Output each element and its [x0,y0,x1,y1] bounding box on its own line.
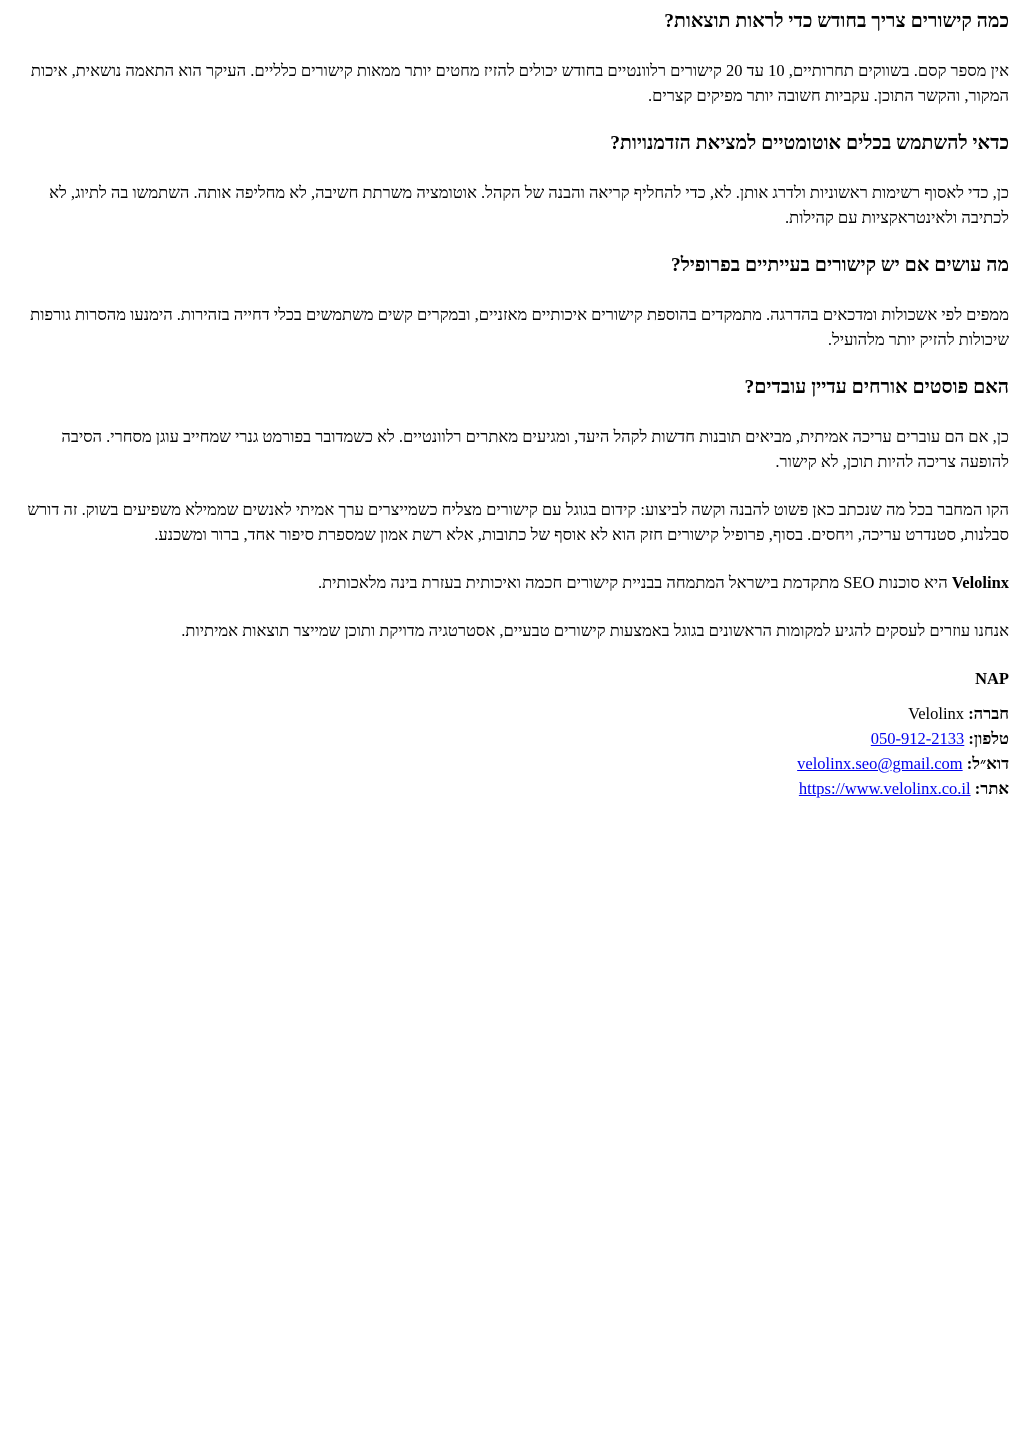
nap-block [15,701,1009,801]
faq-section [15,9,1009,474]
phone-link[interactable]: 050-912-2133 [870,729,965,748]
website-line [15,776,1009,801]
faq-question-2: כדאי להשתמש בכלים אוטומטיים למציאת הזדמנויות? [610,133,1009,154]
phone-label: טלפון: [968,729,1009,748]
website-link[interactable]: https://www.velolinx.co.il [798,779,971,798]
faq-answer-2: כן, כדי לאסוף רשימות ראשוניות ולדרג אותן. לא, כדי להחליף קריאה והבנה של הקהל. אוטומציה משרתת חשיבה, לא מחליפה אותה. השתמשו בה לתיוג, לא לכתיבה ולאינטראקציות עם קהילות. [49,183,1009,227]
faq-question-3: מה עושים אם יש קישורים בעייתיים בפרופיל? [670,255,1009,276]
company-line [15,701,1009,726]
website-label: אתר: [974,779,1009,798]
faq-answer-1: אין מספר קסם. בשווקים תחרותיים, 10 עד 20 קישורים רלוונטיים בחודש יכולים להזיז מחטים יותר ממאות קישורים כלליים. העיקר הוא התאמה נושאית, איכות המקור, והקשר התוכן. עקביות חשובה יותר מפיקים קצרים. [30,61,1009,105]
faq-answer-4: כן, אם הם עוברים עריכה אמיתית, מביאים תובנות חדשות לקהל היעד, ומגיעים מאתרים רלוונטיים. לא כשמדובר בפורמט גנרי שמחייב עוגן מסחרי. הסיבה להופעה צריכה להיות תוכן, לא קישור. [61,427,1009,471]
faq-question-4: האם פוסטים אורחים עדיין עובדים? [744,377,1009,398]
phone-line [15,726,1009,751]
email-line [15,751,1009,776]
faq-question-1: כמה קישורים צריך בחודש כדי לראות תוצאות? [664,11,1009,32]
company-label: חברה: [968,704,1009,723]
nap-heading: NAP [975,669,1009,688]
email-link[interactable]: velolinx.seo@gmail.com [797,754,963,773]
mission-paragraph: אנחנו עוזרים לעסקים להגיע למקומות הראשונים בגוגל באמצעות קישורים טבעיים, אסטרטגיה מדויקת ותוכן שמייצר תוצאות אמיתיות. [181,621,1009,640]
about-text: היא סוכנות SEO מתקדמת בישראל המתמחה בבניית קישורים חכמה ואיכותית בעזרת בינה מלאכותית. [317,573,952,592]
company-value: Velolinx [908,704,965,723]
faq-answer-3: ממפים לפי אשכולות ומדכאים בהדרגה. מתמקדים בהוספת קישורים איכותיים מאזניים, ובמקרים קשים משתמשים בכלי דחייה בזהירות. הימנעו מהסרות גורפות שיכולות להזיק יותר מלהועיל. [30,305,1009,349]
closing-paragraph: הקו המחבר בכל מה שנכתב כאן פשוט להבנה וקשה לביצוע: קידום בגוגל עם קישורים מצליח כשמייצרים ערך אמיתי לאנשים שממילא משפיעים בשוק. זה דורש סבלנות, סטנדרט עריכה, ויחסים. בסוף, פרופיל קישורים חזק הוא לא אוסף של כתובות, אלא רשת אמון שמספרת סיפור אחד, ברור ומשכנע. [27,500,1009,544]
about-paragraph [15,570,1009,595]
brand-name: Velolinx [951,573,1009,592]
email-label: דוא״ל: [966,754,1009,773]
